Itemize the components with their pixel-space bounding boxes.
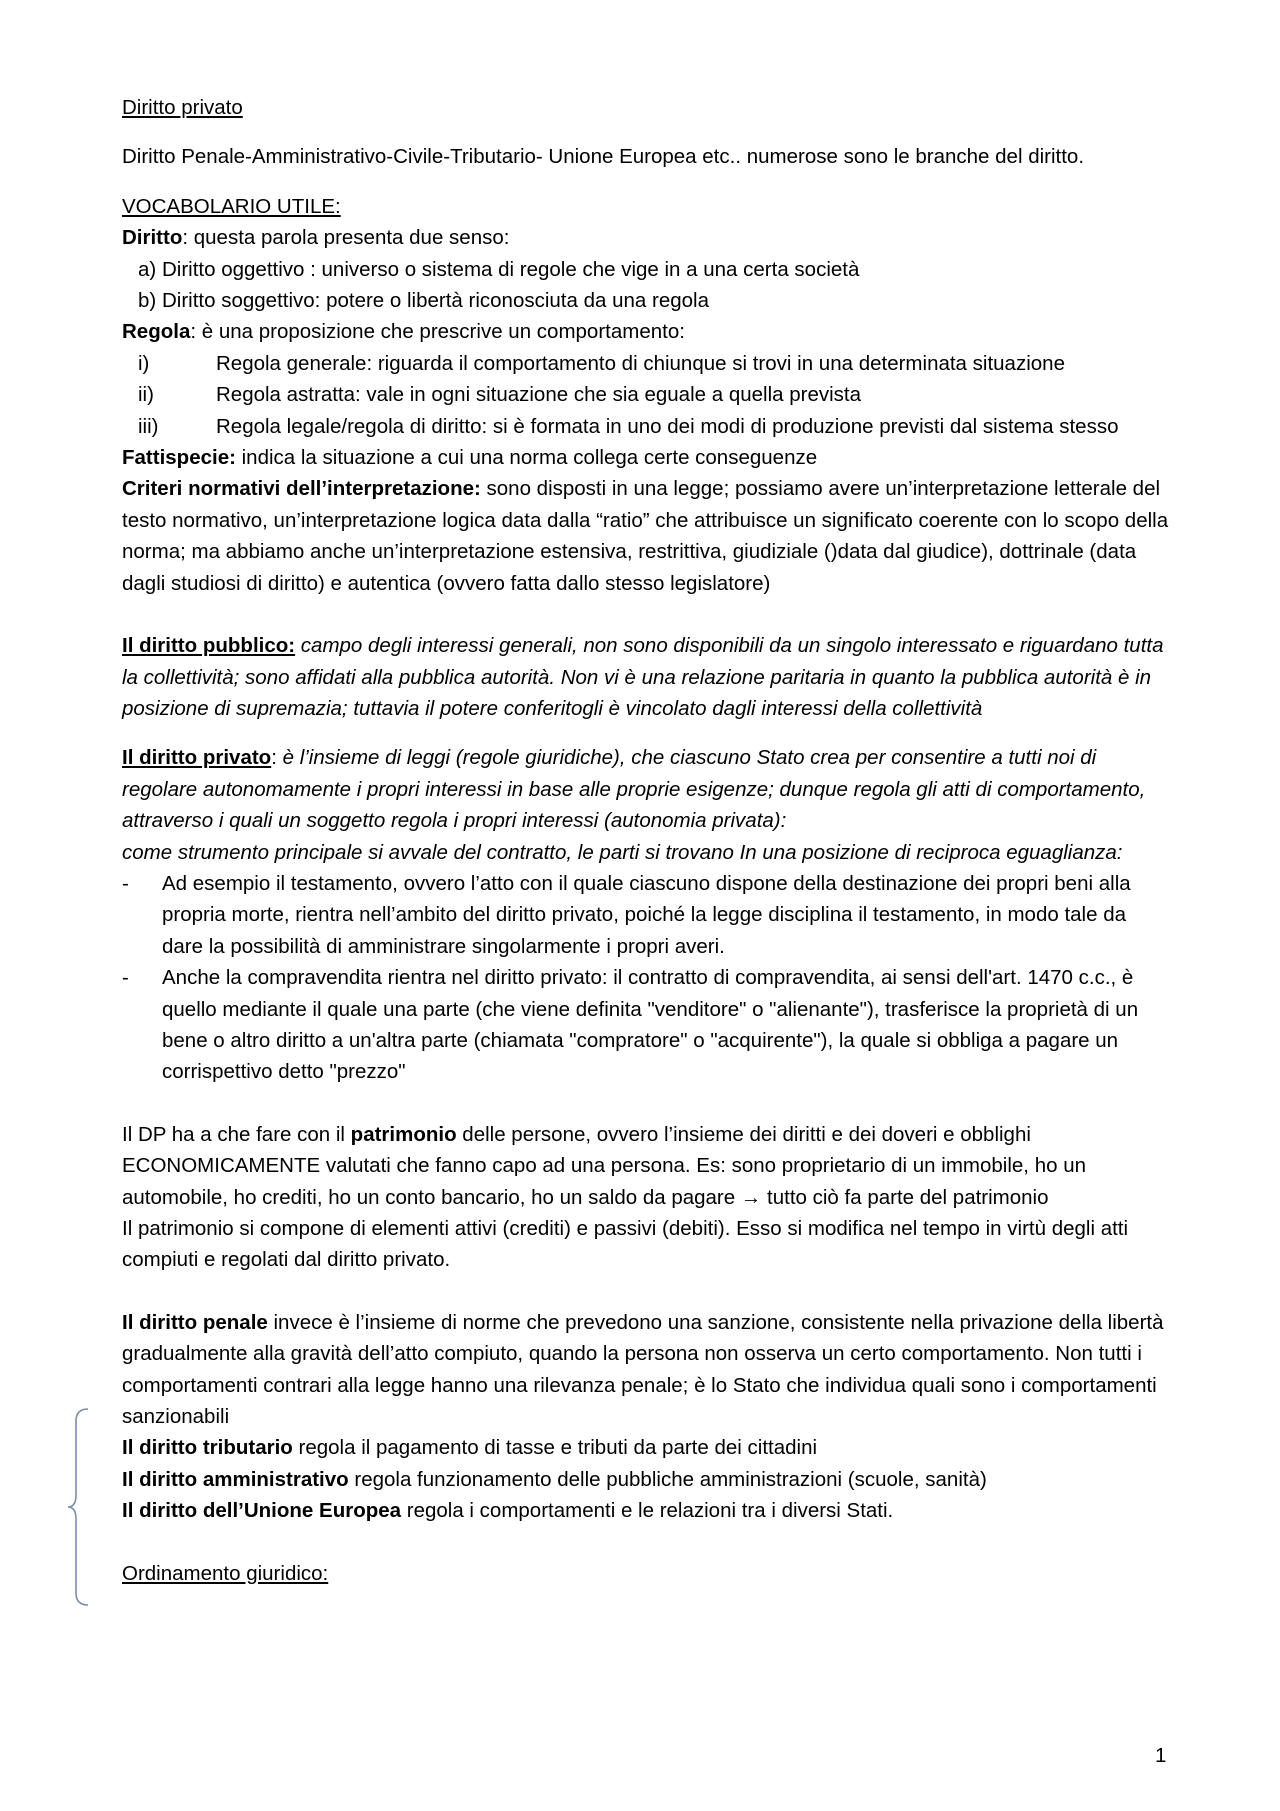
branch-text: regola il pagamento di tasse e tributi da parte dei cittadini xyxy=(292,1436,818,1460)
patrimonio-term: patrimonio xyxy=(350,1122,457,1146)
list-text: Regola legale/regola di diritto: si è formata in uno dei modi di produzione previsti dal sistema stesso xyxy=(216,414,1119,438)
fattispecie-def: indica la situazione a cui una norma collega certe conseguenze xyxy=(235,446,818,470)
list-item xyxy=(122,868,1172,962)
list-marker: i) xyxy=(138,351,150,375)
list-item xyxy=(122,962,1172,1088)
pubblico-text: campo degli interessi generali, non sono disponibili da un singolo interessato e riguardano tutta la collettività; sono affidati alla pubblica autorità. Non vi è una relazione paritaria in quanto la pubblica autorità è in posizione di supremazia; tuttavia il potere conferitogli è vincolato dagli interessi della collettività xyxy=(122,634,1164,720)
regola-definition xyxy=(122,316,1172,347)
fattispecie-definition xyxy=(122,442,1172,473)
privato-term: Il diritto privato xyxy=(122,746,272,770)
page-number: 1 xyxy=(1155,1744,1167,1767)
regola-def: : è una proposizione che prescrive un comportamento: xyxy=(190,320,685,344)
patrimonio-text-a: Il DP ha a che fare con il xyxy=(122,1122,351,1146)
pubblico-term: Il diritto pubblico: xyxy=(122,634,296,658)
list-text: Regola astratta: vale in ogni situazione che sia eguale a quella prevista xyxy=(216,383,862,407)
list-text: Anche la compravendita rientra nel diritto privato: il contratto di compravendita, ai sensi dell'art. 1470 c.c., è quello mediante il quale una parte (che viene definita "venditore" o "alienante"), trasferisce la proprietà di un bene o altro diritto a un'altra parte (chiamata "compratore" o "acquirente"), la quale si obbliga a pagare un corrispettivo detto "prezzo" xyxy=(162,966,1139,1084)
arrow-right-icon: → xyxy=(740,1185,762,1209)
branch-term: Il diritto tributario xyxy=(122,1436,293,1460)
diritto-definition xyxy=(122,222,1172,253)
branch-term: Il diritto dell’Unione Europea xyxy=(122,1499,402,1523)
criteri-def: sono disposti in una legge; possiamo avere un’interpretazione letterale del testo normativo, un’interpretazione logica data dalla “ratio” che attribuisce un significato coerente con lo scopo della norma; ma abbiamo anche un’interpretazione estensiva, restrittiva, giudiziale ()data dal giudice), dottrinale (data dagli studiosi di diritto) e autentica (ovvero fatta dallo stesso legislatore) xyxy=(122,477,1169,595)
privato-paragraph-2: come strumento principale si avvale del contratto, le parti si trovano In una posizione di reciproca eguaglianza: xyxy=(122,840,1123,864)
list-text: Diritto oggettivo : universo o sistema di regole che vige in a una certa società xyxy=(162,257,860,281)
list-item xyxy=(122,411,1172,442)
list-item xyxy=(122,254,1172,285)
regola-term: Regola xyxy=(122,320,191,344)
branch-ue xyxy=(122,1495,1172,1526)
document-page xyxy=(122,92,1172,1589)
patrimonio-text-c: delle persone, ovvero l’insieme dei diritti e dei doveri e obblighi ECONOMICAMENTE valutati che fanno capo ad una persona. Es: sono proprietario di un immobile, ho un automobile, ho crediti, ho un conto bancario, ho un saldo da pagare xyxy=(122,1122,1086,1209)
list-text: Regola generale: riguarda il comportamento di chiunque si trovi in una determinata situazione xyxy=(216,351,1065,375)
branch-text: invece è l’insieme di norme che prevedono una sanzione, consistente nella privazione della libertà gradualmente alla gravità dell’atto compiuto, quando la persona non osserva un certo comportamento. Non tutti i comportamenti contrari alla legge hanno una rilevanza penale; è lo Stato che individua quali sono i comportamenti sanzionabili xyxy=(122,1310,1164,1429)
intro-paragraph: Diritto Penale-Amministrativo-Civile-Tributario- Unione Europea etc.. numerose sono le branche del diritto. xyxy=(122,145,1085,169)
list-marker: iii) xyxy=(138,414,159,438)
branch-penale xyxy=(122,1307,1172,1433)
branch-text: regola i comportamenti e le relazioni tra i diversi Stati. xyxy=(401,1499,894,1523)
list-item xyxy=(122,285,1172,316)
branch-term: Il diritto penale xyxy=(122,1310,268,1334)
branch-tributario xyxy=(122,1432,1172,1463)
list-marker: - xyxy=(122,966,129,990)
branch-text: regola funzionamento delle pubbliche amministrazioni (scuole, sanità) xyxy=(348,1467,987,1491)
list-marker: b) xyxy=(138,289,157,313)
ordinamento-heading: Ordinamento giuridico: xyxy=(122,1561,329,1585)
patrimonio-text-d: tutto ciò fa parte del patrimonio xyxy=(761,1185,1049,1209)
diritto-term: Diritto xyxy=(122,226,183,250)
list-marker: - xyxy=(122,871,129,895)
list-marker: a) xyxy=(138,257,157,281)
patrimonio-paragraph-2: Il patrimonio si compone di elementi attivi (crediti) e passivi (debiti). Esso si modifica nel tempo in virtù degli atti compiuti e regolati dal diritto privato. xyxy=(122,1217,1129,1272)
list-text: Ad esempio il testamento, ovvero l’atto con il quale ciascuno dispone della destinazione dei propri beni alla propria morte, rientra nell’ambito del diritto privato, poiché la legge disciplina il testamento, in modo tale da dare la possibilità di amministrare singolarmente i propri averi. xyxy=(162,871,1131,958)
diritto-def: : questa parola presenta due senso: xyxy=(182,226,510,250)
branch-amministrativo xyxy=(122,1464,1172,1495)
pubblico-paragraph xyxy=(122,630,1172,724)
list-item xyxy=(122,379,1172,410)
privato-paragraph xyxy=(122,742,1172,836)
list-item xyxy=(122,348,1172,379)
list-marker: ii) xyxy=(138,383,154,407)
fattispecie-term: Fattispecie: xyxy=(122,446,236,470)
branch-term: Il diritto amministrativo xyxy=(122,1467,349,1491)
list-text: Diritto soggettivo: potere o libertà riconosciuta da una regola xyxy=(162,289,709,313)
document-title: Diritto privato xyxy=(122,96,243,119)
patrimonio-paragraph xyxy=(122,1119,1172,1213)
vocab-heading: VOCABOLARIO UTILE: xyxy=(122,194,341,218)
privato-colon: : xyxy=(271,746,277,770)
left-brace-icon xyxy=(66,1407,126,1607)
criteri-definition xyxy=(122,473,1172,599)
criteri-term: Criteri normativi dell’interpretazione: xyxy=(122,477,481,501)
privato-text: è l’insieme di leggi (regole giuridiche), che ciascuno Stato crea per consentire a tutti noi di regolare autonomamente i propri interessi in base alle proprie esigenze; dunque regola gli atti di comportamento, attraverso i quali un soggetto regola i propri interessi (autonomia privata): xyxy=(122,746,1146,833)
